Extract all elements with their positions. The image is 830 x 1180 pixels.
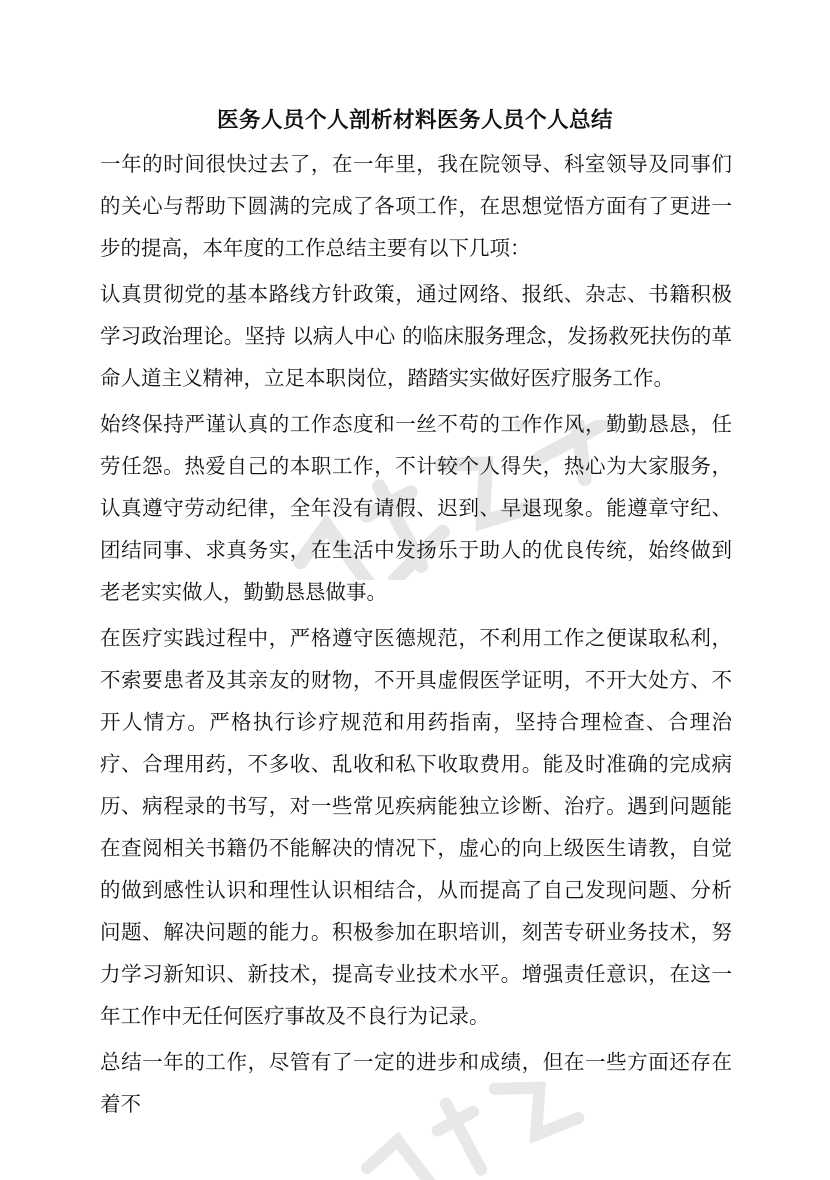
paragraph-politics: 认真贯彻党的基本路线方针政策，通过网络、报纸、杂志、书籍积极学习政治理论。坚持 以病人中心 的临床服务理念，发扬救死扶伤的革命人道主义精神，立足本职岗位，踏踏实实做好医疗服务工作。 [100,282,732,390]
document-title: 医务人员个人剖析材料医务人员个人总结 [216,108,613,133]
paragraph-summary: 总结一年的工作，尽管有了一定的进步和成绩，但在一些方面还存在着不 [100,1050,732,1116]
paragraph-intro: 一年的时间很快过去了，在一年里，我在院领导、科室领导及同事们的关心与帮助下圆满的完成了各项工作，在思想觉悟方面有了更进一步的提高，本年度的工作总结主要有以下几项： [100,152,732,260]
paragraph-medical-practice: 在医疗实践过程中，严格遵守医德规范，不利用工作之便谋取私利，不索要患者及其亲友的财物，不开具虚假医学证明，不开大处方、不开人情方。严格执行诊疗规范和用药指南，坚持合理检查、合理治疗、合理用药，不多收、乱收和私下收取费用。能及时准确的完成病历、病程录的书写，对一些常见疾病能独立诊断、治疗。遇到问题能在查阅相关书籍仍不能解决的情况下，虚心的向上级医生请教，自觉的做到感性认识和理性认识相结合，从而提高了自己发现问题、分析问题、解决问题的能力。积极参加在职培训，刻苦专研业务技术，努力学习新知识、新技术，提高专业技术水平。增强责任意识，在这一年工作中无任何医疗事故及不良行为记录。 [100,626,732,1028]
document-body [100,143,732,1129]
paragraph-attitude: 始终保持严谨认真的工作态度和一丝不苟的工作作风，勤勤恳恳，任劳任怨。热爱自己的本职工作，不计较个人得失，热心为大家服务，认真遵守劳动纪律，全年没有请假、迟到、早退现象。能遵章守纪、团结同事、求真务实，在生活中发扬乐于助人的优良传统，始终做到老老实实做人，勤勤恳恳做事。 [100,412,732,604]
